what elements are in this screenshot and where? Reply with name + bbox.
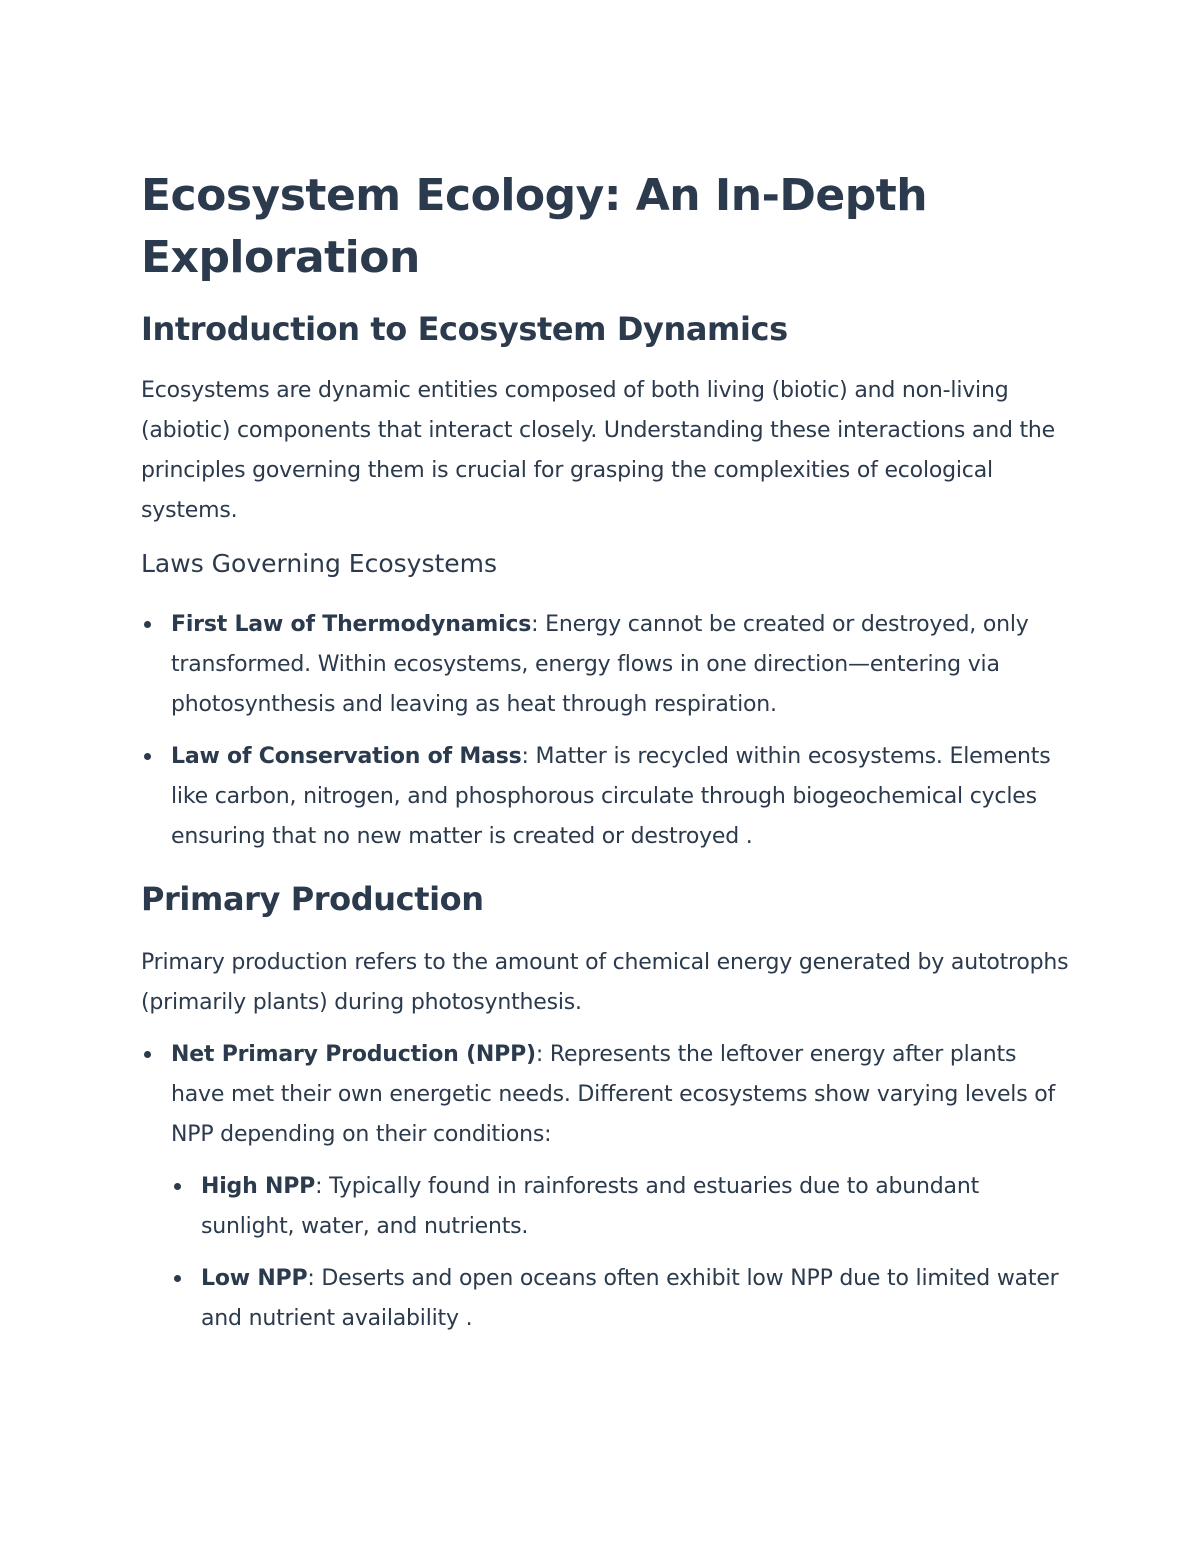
page-title: Ecosystem Ecology: An In-Depth Exploration [141, 170, 928, 283]
npp-sublist [171, 1167, 1071, 1339]
list-item [141, 1035, 1071, 1339]
npp-list [141, 1035, 1071, 1339]
bullet-icon [144, 1051, 151, 1058]
list-item-text: : Matter is recycled within ecosystems. Elements like carbon, nitrogen, and phosphorous circulate through biogeochemical cycles ensuring that no new matter is created or destroyed . [171, 744, 1051, 849]
list-item-text: : Typically found in rainforests and estuaries due to abundant sunlight, water, and nutrients. [201, 1174, 979, 1239]
list-item-term: Net Primary Production (NPP) [171, 1042, 536, 1067]
list-item [141, 737, 1071, 857]
list-item-text: : Deserts and open oceans often exhibit low NPP due to limited water and nutrient availability . [201, 1266, 1059, 1331]
primary-production-paragraph: Primary production refers to the amount of chemical energy generated by autotrophs (primarily plants) during photosynthesis. [141, 950, 1069, 1015]
document-page [141, 165, 1071, 1339]
subsection-heading-laws: Laws Governing Ecosystems [141, 549, 498, 578]
bullet-icon [144, 621, 151, 628]
list-item-term: Law of Conservation of Mass [171, 744, 522, 769]
list-item [141, 605, 1071, 725]
list-item [171, 1167, 1071, 1247]
intro-paragraph: Ecosystems are dynamic entities composed of both living (biotic) and non-living (abiotic) components that interact closely. Understanding these interactions and the principles governing them is crucial for grasping the complexities of ecological systems. [141, 378, 1056, 523]
list-item-term: Low NPP [201, 1266, 308, 1291]
bullet-icon [174, 1275, 181, 1282]
section-heading-intro: Introduction to Ecosystem Dynamics [141, 310, 788, 348]
list-item-term: High NPP [201, 1174, 316, 1199]
laws-list [141, 605, 1071, 857]
bullet-icon [174, 1183, 181, 1190]
list-item-text: : Energy cannot be created or destroyed, only transformed. Within ecosystems, energy flows in one direction—entering via photosynthesis and leaving as heat through respiration. [171, 612, 1029, 717]
list-item-term: First Law of Thermodynamics [171, 612, 532, 637]
section-heading-primary-production: Primary Production [141, 880, 484, 918]
bullet-icon [144, 753, 151, 760]
list-item [171, 1259, 1071, 1339]
list-item-text: : Represents the leftover energy after plants have met their own energetic needs. Different ecosystems show varying levels of NPP depending on their conditions: [171, 1042, 1056, 1147]
